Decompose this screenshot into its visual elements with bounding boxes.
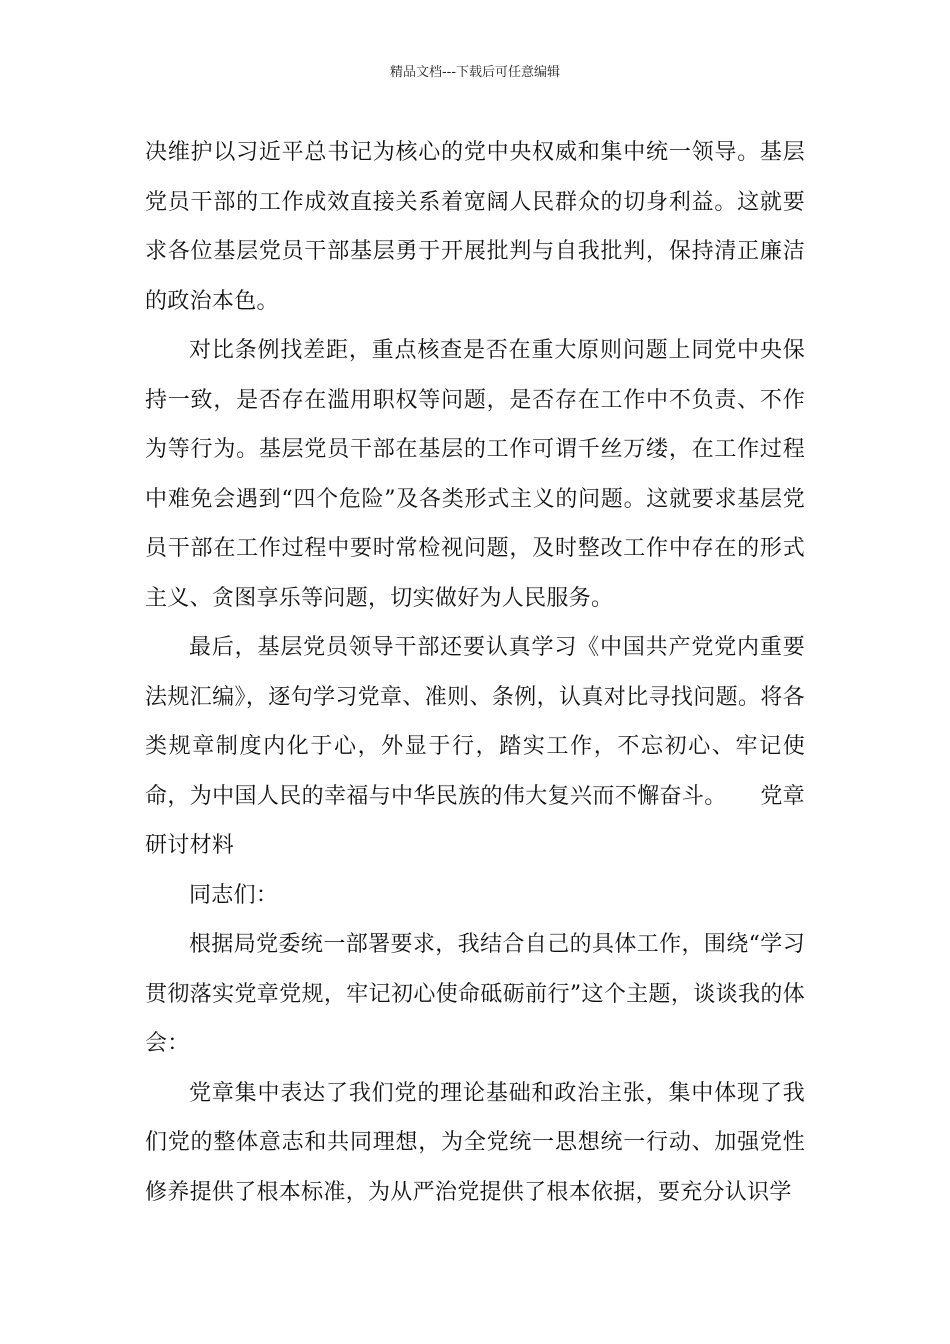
page-header: 精品文档---下载后可任意编辑 — [389, 65, 561, 80]
paragraph: 党章集中表达了我们党的理论基础和政治主张，集中体现了我们党的整体意志和共同理想，为全党统一思想统一行动、加强党性修养提供了根本标准，为从严治党提供了根本依据，要充分认识学 — [145, 1080, 805, 1205]
paragraph: 决维护以习近平总书记为核心的党中央权威和集中统一领导。基层党员干部的工作成效直接关系着宽阔人民群众的切身利益。这就要求各位基层党员干部基层勇于开展批判与自我批判，保持清正廉洁的政治本色。 — [145, 140, 805, 314]
paragraph: 同志们： — [189, 882, 279, 908]
paragraph: 对比条例找差距，重点核查是否在重大原则问题上同党中央保持一致，是否存在滥用职权等问题，是否存在工作中不负责、不作为等行为。基层党员干部在基层的工作可谓千丝万缕，在工作过程中难免会遇到“四个危险”及各类形式主义的问题。这就要求基层党员干部在工作过程中要时常检视问题，及时整改工作中存在的形式主义、贪图享乐等问题，切实做好为人民服务。 — [145, 338, 805, 611]
paragraph: 最后，基层党员领导干部还要认真学习《中国共产党党内重要法规汇编》，逐句学习党章、准则、条例，认真对比寻找问题。将各类规章制度内化于心，外显于行，踏实工作，不忘初心、牢记使命，为中国人民的幸福与中华民族的伟大复兴而不懈奋斗。 党章研讨材料 — [145, 635, 805, 858]
paragraph: 根据局党委统一部署要求，我结合自己的具体工作，围绕“学习贯彻落实党章党规，牢记初心使命砥砺前行”这个主题，谈谈我的体会： — [145, 932, 805, 1056]
document-body — [145, 128, 805, 1217]
